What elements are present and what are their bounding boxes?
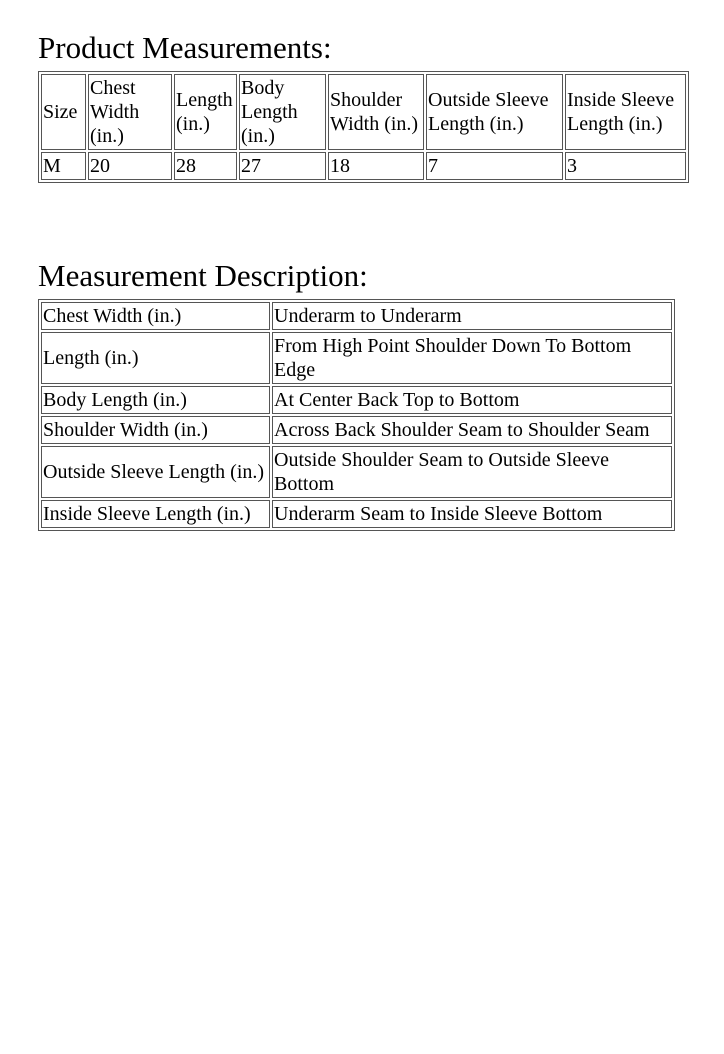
pm-header-inside-sleeve-length: Inside Sleeve Length (in.): [565, 74, 686, 150]
md-row-inside-sleeve-length: [41, 500, 672, 528]
md-term-cell: Shoulder Width (in.): [41, 416, 270, 444]
pm-header-chest-width: Chest Width (in.): [88, 74, 172, 150]
md-desc-cell: Underarm Seam to Inside Sleeve Bottom: [272, 500, 672, 528]
page: [0, 30, 724, 531]
md-row-shoulder-width: [41, 416, 672, 444]
pm-cell-inside-sleeve-length: 3: [565, 152, 686, 180]
md-desc-cell: Underarm to Underarm: [272, 302, 672, 330]
md-term-cell: Inside Sleeve Length (in.): [41, 500, 270, 528]
pm-cell-shoulder-width: 18: [328, 152, 424, 180]
md-row-length: [41, 332, 672, 384]
md-row-chest-width: [41, 302, 672, 330]
md-term-cell: Body Length (in.): [41, 386, 270, 414]
pm-cell-outside-sleeve-length: 7: [426, 152, 563, 180]
pm-header-size: Size: [41, 74, 86, 150]
pm-cell-chest-width: 20: [88, 152, 172, 180]
md-term-cell: Outside Sleeve Length (in.): [41, 446, 270, 498]
md-row-outside-sleeve-length: [41, 446, 672, 498]
md-desc-cell: Across Back Shoulder Seam to Shoulder Seam: [272, 416, 672, 444]
pm-header-length: Length (in.): [174, 74, 237, 150]
md-desc-cell: At Center Back Top to Bottom: [272, 386, 672, 414]
product-measurements-table: [38, 71, 689, 183]
md-desc-cell: From High Point Shoulder Down To Bottom Edge: [272, 332, 672, 384]
pm-header-shoulder-width: Shoulder Width (in.): [328, 74, 424, 150]
pm-cell-body-length: 27: [239, 152, 326, 180]
pm-header-outside-sleeve-length: Outside Sleeve Length (in.): [426, 74, 563, 150]
md-term-cell: Length (in.): [41, 332, 270, 384]
pm-header-body-length: Body Length (in.): [239, 74, 326, 150]
pm-cell-size: M: [41, 152, 86, 180]
measurement-description-table: [38, 299, 675, 531]
md-row-body-length: [41, 386, 672, 414]
product-measurements-header-row: [41, 74, 686, 150]
pm-cell-length: 28: [174, 152, 237, 180]
product-measurements-title: Product Measurements:: [38, 30, 332, 65]
product-measurements-data-row: [41, 152, 686, 180]
md-desc-cell: Outside Shoulder Seam to Outside Sleeve Bottom: [272, 446, 672, 498]
measurement-description-title: Measurement Description:: [38, 257, 368, 293]
md-term-cell: Chest Width (in.): [41, 302, 270, 330]
